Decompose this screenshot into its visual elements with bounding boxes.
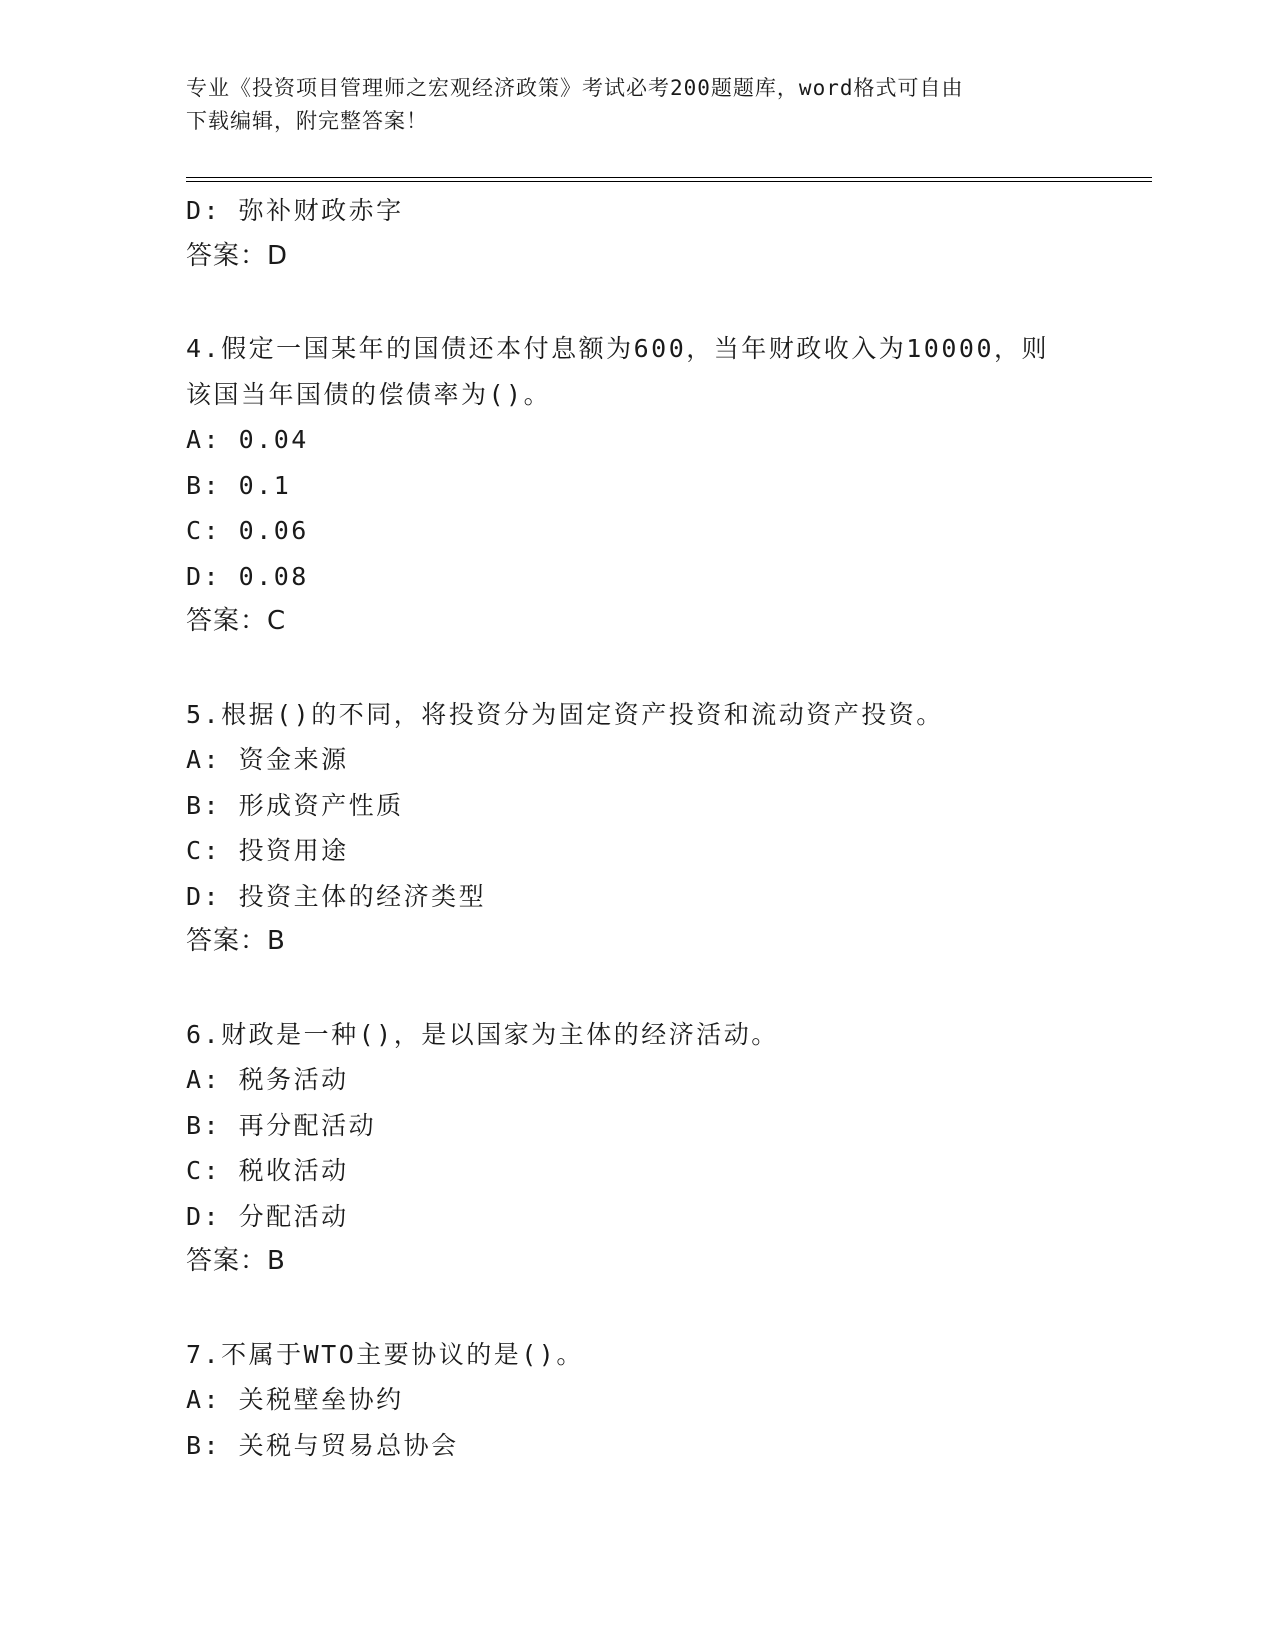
option-line: A: 税务活动 — [186, 1065, 349, 1094]
option-line: D: 分配活动 — [186, 1201, 349, 1231]
question-block — [186, 188, 1086, 279]
question-block — [186, 1332, 1086, 1469]
block-gap — [186, 645, 1086, 692]
option-line: A: 0.04 — [186, 425, 309, 454]
option-line: B: 形成资产性质 — [186, 790, 404, 820]
answer-line: 答案：B — [186, 1246, 286, 1276]
question-block — [186, 326, 1086, 645]
option-line: B: 0.1 — [186, 470, 292, 500]
option-line: A: 资金来源 — [186, 745, 349, 774]
question-block — [186, 692, 1086, 965]
option-line: C: 0.06 — [186, 516, 309, 545]
option-line: C: 税收活动 — [186, 1156, 349, 1185]
question-text: 该国当年国债的偿债率为()。 — [186, 379, 552, 409]
option-line: A: 关税壁垒协约 — [186, 1385, 404, 1414]
option-line: C: 投资用途 — [186, 836, 349, 865]
answer-line: 答案：D — [186, 240, 289, 271]
option-line: D: 投资主体的经济类型 — [186, 881, 487, 911]
header-divider — [186, 177, 1152, 182]
question-text: 7.不属于WTO主要协议的是()。 — [186, 1339, 584, 1369]
question-text: 5.根据()的不同，将投资分为固定资产投资和流动资产投资。 — [186, 699, 944, 729]
header-line-1: 专业《投资项目管理师之宏观经济政策》考试必考200题题库，word格式可自由 — [186, 76, 964, 100]
option-line: B: 再分配活动 — [186, 1110, 377, 1140]
question-block — [186, 1012, 1086, 1285]
option-line: B: 关税与贸易总协会 — [186, 1430, 459, 1460]
answer-line: 答案：C — [186, 606, 287, 636]
option-line: D: 弥补财政赤字 — [186, 196, 404, 225]
question-text: 4.假定一国某年的国债还本付息额为600，当年财政收入为10000，则 — [186, 334, 1050, 363]
block-gap — [186, 1285, 1086, 1332]
option-line: D: 0.08 — [186, 561, 309, 591]
block-gap — [186, 279, 1086, 326]
block-gap — [186, 965, 1086, 1012]
header-line-2: 下载编辑，附完整答案！ — [186, 109, 428, 133]
question-text: 6.财政是一种()，是以国家为主体的经济活动。 — [186, 1019, 779, 1049]
answer-line: 答案：B — [186, 926, 286, 956]
question-list — [186, 188, 1086, 1468]
document-header — [186, 72, 1086, 138]
